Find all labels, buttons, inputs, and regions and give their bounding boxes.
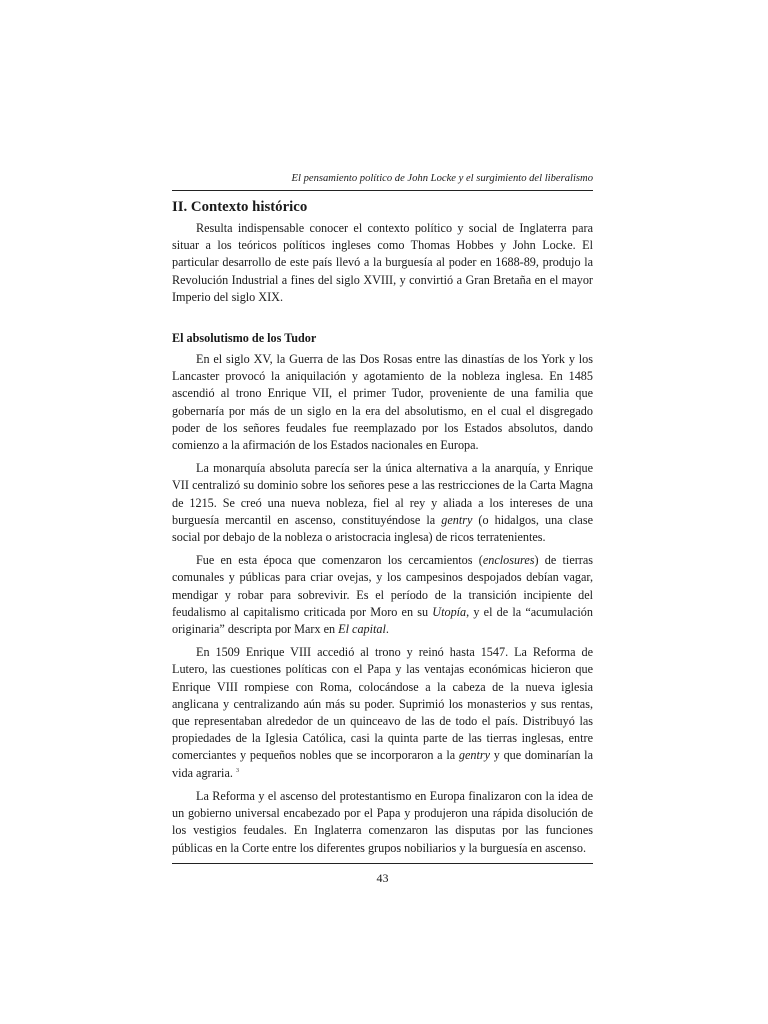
paragraph-enrique-viii: [172, 644, 593, 782]
text-run: Fue en esta época que comenzaron los cercamientos (: [196, 553, 483, 568]
paragraph-monarquia-absoluta: [172, 460, 593, 546]
text-run: .: [385, 622, 389, 637]
text-run: y que dominarían la vida agraria.: [172, 748, 593, 780]
text-run: , y el de la “acumulación originaria” descripta por Marx en: [172, 604, 593, 637]
paragraph-reforma: La Reforma y el ascenso del protestantismo en Europa finalizaron con la idea de un gobierno universal encabezado por el Papa y produjeron una rápida disolución de los vestigios feudales. En Inglaterra comenzaron las disputas por las funciones públicas en la Corte entre los diferentes grupos nobiliarios y la burguesía en ascenso.: [172, 788, 593, 855]
subsection-title: El absolutismo de los Tudor: [172, 331, 317, 346]
intro-paragraph: Resulta indispensable conocer el contexto político y social de Inglaterra para situar a los teóricos políticos ingleses como Thomas Hobbes y John Locke. El particular desarrollo de este país llevó a la burguesía al poder en 1688-89, produjo la Revolución Industrial a fines del siglo XVIII, y convirtió a Gran Bretaña en el mayor Imperio del siglo XIX.: [172, 221, 593, 304]
title-utopia: Utopía: [432, 604, 467, 619]
text-run: La monarquía absoluta parecía ser la única alternativa a la anarquía, y Enrique VII centralizó su dominio sobre los señores pese a las restricciones de la Carta Magna de 1215. Se creó una nueva nobleza, fiel al rey y aliada a los intereses de una burguesía mercantil en ascenso, constituyéndose la: [172, 461, 593, 527]
term-gentry: gentry: [441, 512, 473, 527]
term-gentry: gentry: [458, 748, 490, 763]
title-el-capital: El capital: [338, 622, 386, 637]
text-run: ) de tierras comunales y públicas para criar ovejas, y los campesinos despojados debían vagar, mendigar y robar para sobrevivir. Es el período de la transición incipiente del feudalismo al capitalismo criticada por Moro en su: [172, 553, 594, 619]
page-number: 43: [376, 870, 389, 885]
footnote-marker[interactable]: 3: [235, 767, 239, 774]
term-enclosures: enclosures: [482, 553, 535, 568]
document-page: [172, 172, 593, 886]
text-run: (o hidalgos, una clase social por debajo de la nobleza o aristocracia inglesa) de ricos terratenientes.: [172, 512, 593, 545]
section-title: II. Contexto histórico: [172, 199, 308, 215]
paragraph-cercamientos: [172, 552, 593, 638]
text-run: En 1509 Enrique VIII accedió al trono y reinó hasta 1547. La Reforma de Lutero, las cuestiones políticas con el Papa y las ventajas económicas hicieron que Enrique VIII rompiese con Roma, colocándose a la cabeza de la nueva iglesia anglicana y centralizando aún más su poder. Suprimió los monasterios y sus rentas, que representaban alrededor de un quinceavo de las de todo el país. Distribuyó las propiedades de la Iglesia Católica, casi la quinta parte de las tierras inglesas, entre comerciantes y pequeños nobles que se incorporaron a la: [172, 645, 593, 763]
bottom-rule: [172, 863, 593, 864]
paragraph-guerra-dos-rosas: En el siglo XV, la Guerra de las Dos Rosas entre las dinastías de los York y los Lancaster provocó la aniquilación y agotamiento de la nobleza inglesa. En 1485 ascendió al trono Enrique VII, el primer Tudor, proveniente de una familia que gobernaría por más de un siglo en la era del absolutismo, en el cual el disgregado poder de los señores feudales fue reemplazado por los Estados absolutos, dando comienzo a la afirmación de los Estados nacionales en Europa.: [172, 352, 593, 453]
running-head: El pensamiento político de John Locke y el surgimiento del liberalismo: [172, 172, 593, 191]
